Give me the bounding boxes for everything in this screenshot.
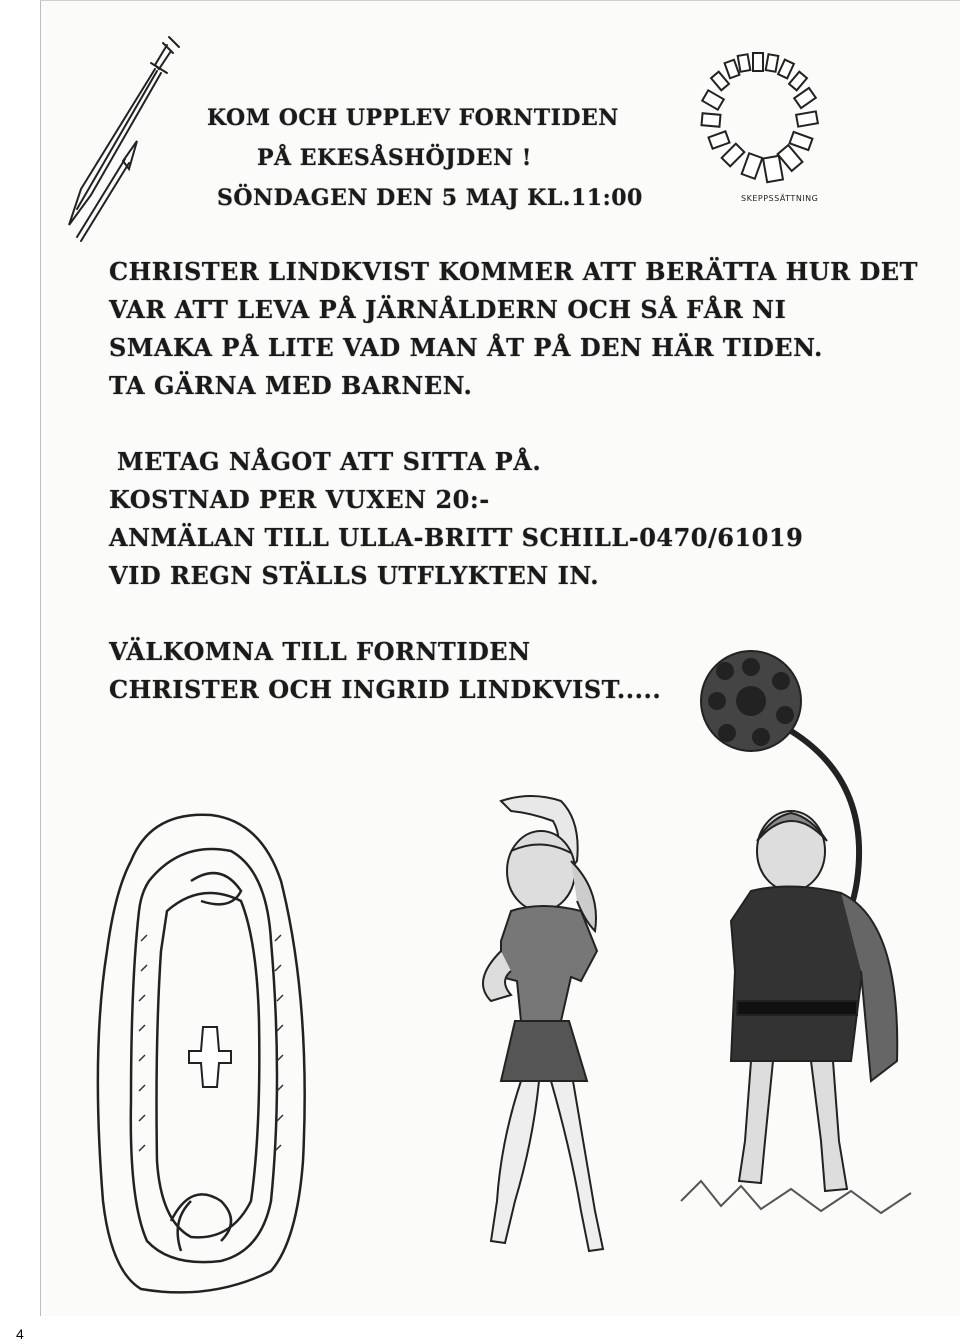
practical-line-2: KOSTNAD PER VUXEN 20:- (109, 485, 490, 514)
iron-age-dancer-figure (441, 781, 641, 1271)
closing-line-1: VÄLKOMNA TILL FORNTIDEN (109, 637, 531, 666)
practical-line-1: METAG NÅGOT ATT SITTA PÅ. (117, 447, 542, 476)
header-line-1: KOM OCH UPPLEV FORNTIDEN (207, 105, 619, 131)
skeppssattning-caption: SKEPPSSÄTTNING (741, 194, 819, 203)
runestone-icon (71, 801, 331, 1301)
intro-line-4: TA GÄRNA MED BARNEN. (109, 371, 473, 400)
document-page (40, 0, 960, 1316)
intro-line-3: SMAKA PÅ LITE VAD MAN ÅT PÅ DEN HÄR TIDEN. (109, 333, 823, 362)
header-line-3: SÖNDAGEN DEN 5 MAJ KL.11:00 (217, 185, 643, 211)
iron-age-horn-player-figure (661, 641, 921, 1231)
practical-line-3: ANMÄLAN TILL ULLA-BRITT SCHILL-0470/61019 (109, 523, 804, 552)
intro-line-1: CHRISTER LINDKVIST KOMMER ATT BERÄTTA HUR DET (109, 257, 918, 286)
intro-line-2: VAR ATT LEVA PÅ JÄRNÅLDERN OCH SÅ FÅR NI (109, 295, 787, 324)
ship-setting-stones-icon (691, 51, 831, 191)
practical-line-4: VID REGN STÄLLS UTFLYKTEN IN. (109, 561, 600, 590)
page-number: 4 (16, 1326, 24, 1342)
header-line-2: PÅ EKESÅSHÖJDEN ! (257, 145, 532, 171)
closing-line-2: CHRISTER OCH INGRID LINDKVIST..... (109, 675, 662, 704)
sword-spear-icon (51, 29, 201, 249)
